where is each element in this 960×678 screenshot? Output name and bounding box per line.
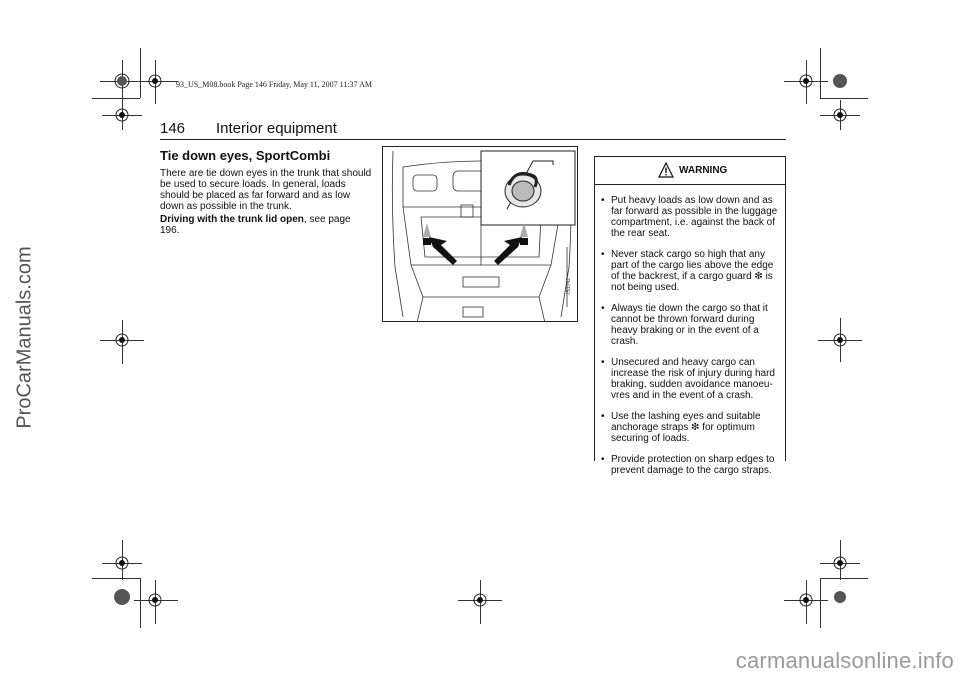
side-watermark: ProCarManuals.com xyxy=(13,246,36,429)
trunk-illustration xyxy=(383,147,578,322)
footer-watermark[interactable]: carmanualsonline.info xyxy=(735,648,954,673)
section-title: Interior equipment xyxy=(216,120,337,137)
warning-box xyxy=(594,156,786,476)
warning-item: • Provide protection on sharp edges to prevent damage to the cargo straps. xyxy=(601,454,779,476)
warning-title: WARNING xyxy=(679,165,728,176)
cross-reference xyxy=(160,214,372,236)
warning-item: • Use the lashing eyes and suitable anchorage straps ❇ for optimum securing of loads. xyxy=(601,411,779,444)
print-slug: 93_US_M08.book Page 146 Friday, May 11, 2007 11:37 AM xyxy=(176,80,372,89)
header-rule xyxy=(160,139,786,140)
intro-paragraph: There are tie down eyes in the trunk that should be used to secure loads. In general, loads should be placed as far forward and as low down as possible in the trunk. xyxy=(160,168,372,212)
warning-list xyxy=(595,185,785,476)
warning-item: • Always tie down the cargo so that it cannot be thrown forward during heavy braking or in the event of a crash. xyxy=(601,303,779,347)
warning-triangle-icon xyxy=(658,162,674,178)
figure-code: IS1742 xyxy=(565,278,572,294)
cross-reference-text: , see page 196. xyxy=(160,214,351,236)
warning-item: • Never stack cargo so high that any part of the cargo lies above the edge of the backrest, if a cargo guard ❇ is not being used. xyxy=(601,249,779,293)
warning-header xyxy=(595,157,785,185)
warning-item: • Unsecured and heavy cargo can increase the risk of injury during hard braking, sudden avoidance manoeu-vres and in the event of a crash. xyxy=(601,357,779,401)
cross-reference-bold: Driving with the trunk lid open xyxy=(160,214,304,225)
page-heading: Tie down eyes, SportCombi xyxy=(160,148,331,163)
trunk-figure xyxy=(382,146,578,322)
page-number: 146 xyxy=(160,120,186,137)
warning-item: • Put heavy loads as low down and as far forward as possible in the luggage compartment, i.e. against the back of the rear seat. xyxy=(601,195,779,239)
